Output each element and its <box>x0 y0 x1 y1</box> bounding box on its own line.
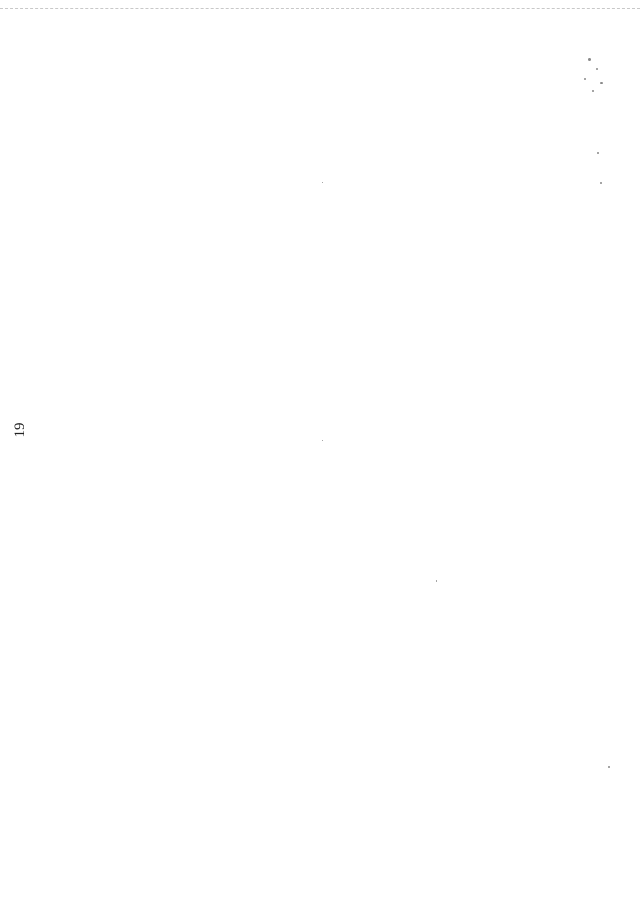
scan-mark <box>608 766 610 768</box>
scan-mark <box>592 90 594 92</box>
rotated-table-wrapper <box>57 35 299 830</box>
scan-mark <box>600 82 603 84</box>
scan-mark <box>322 440 323 441</box>
page-number: 19 <box>12 422 28 438</box>
scan-mark <box>596 68 598 70</box>
scan-mark <box>597 152 599 154</box>
scan-mark <box>600 182 602 184</box>
scan-mark <box>436 580 437 582</box>
scan-mark <box>588 58 591 61</box>
scan-mark <box>322 182 323 183</box>
scan-mark <box>584 78 586 80</box>
top-border-line <box>0 8 640 9</box>
